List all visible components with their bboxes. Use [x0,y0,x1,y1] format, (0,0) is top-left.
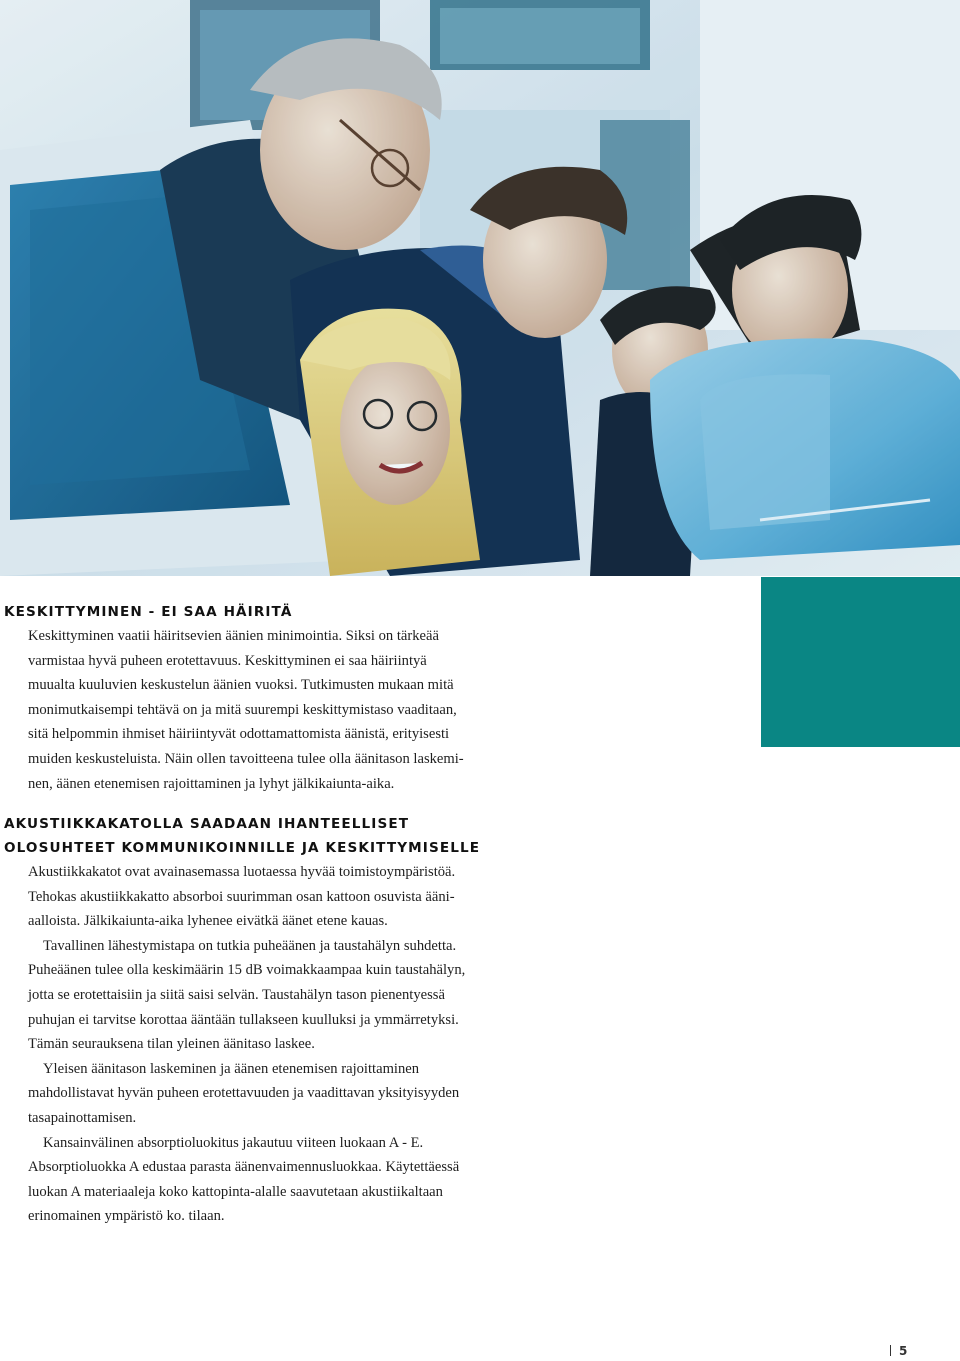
teal-accent-block [761,577,960,747]
heading-line: OLOSUHTEET KOMMUNIKOINNILLE JA KESKITTYMISELLE [4,840,481,856]
office-team-photo [0,0,960,576]
section-body-acoustic-ceiling [28,860,528,1229]
text-line: sitä helpommin ihmiset häiriintyvät odottamattomista äänistä, erityisesti [28,726,450,743]
text-line: Akustiikkakatot ovat avainasemassa luotaessa hyvää toimistoympäristöä. [28,864,456,880]
text-line: mahdollistavat hyvän puheen erotettavuuden ja vaadittavan yksityisyyden [28,1085,460,1102]
text-line: Tavallinen lähestymistapa on tutkia puheäänen ja taustahälyn suhdetta. [43,937,457,954]
text-line: monimutkaisempi tehtävä on ja mitä suurempi keskittymistaso vaaditaan, [28,701,457,718]
text-line: Tehokas akustiikkakatto absorboi suurimman osan kattoon osuvista ääni- [28,888,455,905]
page-number-divider [890,1345,891,1356]
text-line: Keskittyminen vaatii häiritsevien äänien minimointia. Siksi on tärkeää [28,628,439,644]
text-line: Tämän seurauksena tilan yleinen äänitaso laskee. [28,1036,315,1053]
heading-line: AKUSTIIKKAKATOLLA SAADAAN IHANTEELLISET [4,816,410,832]
page-number-value: 5 [899,1344,908,1358]
text-line: Puheäänen tulee olla keskimäärin 15 dB voimakkaampaa kuin taustahälyn, [28,962,466,979]
text-line: erinomainen ympäristö ko. tilaan. [28,1208,225,1225]
text-line: muiden keskusteluista. Näin ollen tavoitteena tulee olla äänitason laskemi- [28,750,464,767]
text-line: aalloista. Jälkikaiunta-aika lyhenee eivätkä äänet etene kauas. [28,913,388,930]
text-line: muualta kuuluvien keskustelun äänien vuoksi. Tutkimusten mukaan mitä [28,677,454,694]
text-line: nen, äänen etenemisen rajoittaminen ja lyhyt jälkikaiunta-aika. [28,775,395,792]
text-line: luokan A materiaaleja koko kattopinta-alalle saavutetaan akustiikaltaan [28,1183,443,1200]
text-line: tasapainottamisen. [28,1109,137,1126]
text-line: puhujan ei tarvitse korottaa ääntään tullakseen kuulluksi ja ymmärretyksi. [28,1011,459,1028]
section-body-concentration [28,624,528,796]
section-heading-concentration: KESKITTYMINEN - EI SAA HÄIRITÄ [4,604,293,620]
text-line: varmistaa hyvä puheen erotettavuus. Keskittyminen ei saa häiriintyä [28,652,427,669]
photo-illustration [0,0,960,576]
text-line: Yleisen äänitason laskeminen ja äänen etenemisen rajoittaminen [43,1060,420,1077]
text-line: jotta se erotettaisiin ja siitä saisi selvän. Taustahälyn tason pienentyessä [28,986,445,1003]
text-line: Kansainvälinen absorptioluokitus jakautuu viiteen luokaan A - E. [43,1134,424,1151]
section-heading-acoustic-ceiling [4,812,480,860]
text-line: Absorptioluokka A edustaa parasta äänenvaimennusluokkaa. Käytettäessä [28,1159,460,1176]
page-number [890,1341,907,1361]
